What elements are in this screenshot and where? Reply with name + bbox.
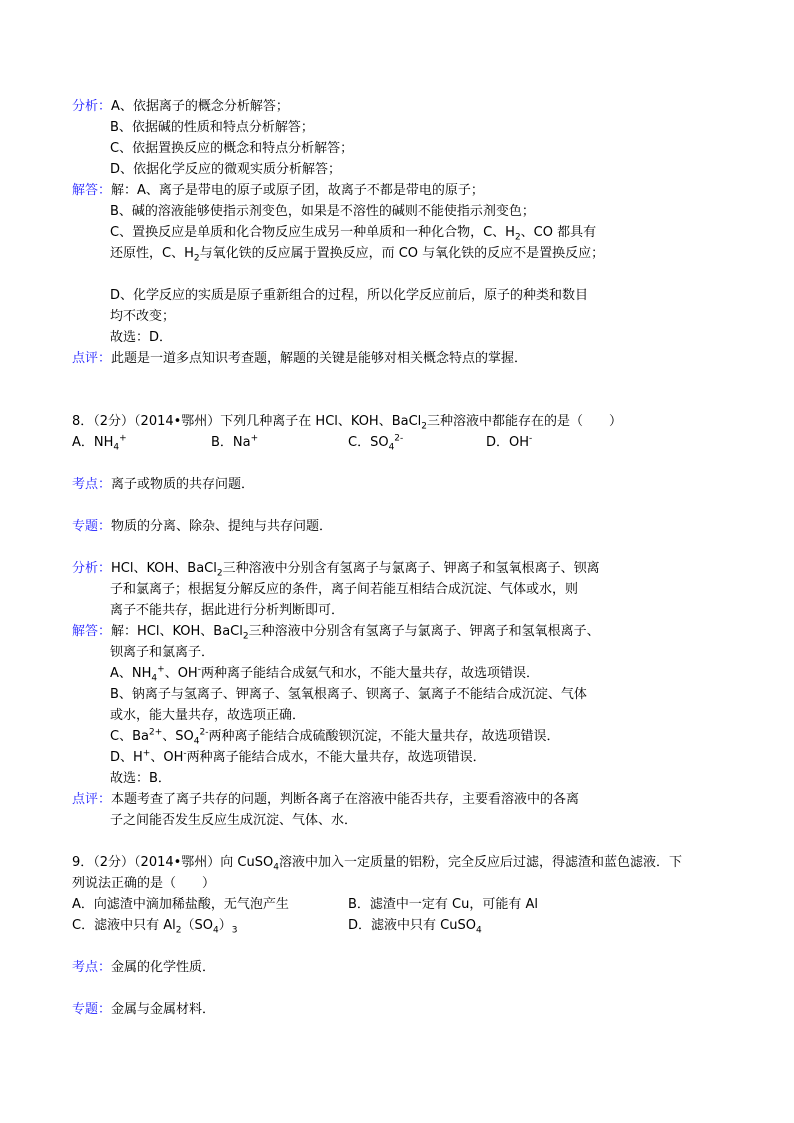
q9-stem: 9．（2分）（2014•鄂州）向 CuSO$_4$溶液中加入一定质量的铝粉，完全反应后过滤，得滤渣和蓝色滤液．下 (72, 855, 682, 873)
analysis-line: 离子不能共存，据此进行分析判断即可． (110, 603, 345, 618)
answer-line: 均不改变； (110, 309, 176, 324)
q8-analysis-row: 分析：HCl、KOH、BaCl$_2$三种溶液中分别含有氢离子与氯离子、钾离子和氢氧根离子、钡离 (72, 561, 600, 579)
q8-topic-row (72, 518, 332, 536)
option-b: B．滤渣中一定有 Cu，可能有 Al (348, 897, 539, 912)
answer-line: B、碱的溶液能够使指示剂变色，如果是不溶性的碱则不能使指示剂变色； (110, 204, 535, 219)
knowledge-label: 考点： (72, 477, 112, 492)
comment-line: 此题是一道多点知识考查题，解题的关键是能够对相关概念特点的掌握． (111, 351, 528, 366)
answer-line: 钡离子和氯离子． (110, 645, 215, 660)
knowledge-label: 考点： (72, 960, 112, 975)
comment-label: 点评： (72, 351, 112, 366)
option-d: D．OH- (486, 433, 533, 450)
q9-stem: 列说法正确的是（ ） (72, 876, 216, 891)
q7-analysis-row (72, 98, 289, 116)
answer-line: 还原性，C、$H_2$与氧化铁的反应属于置换反应，而 CO 与氧化铁的反应不是置换反应； (110, 246, 605, 264)
answer-line: D、H+、OH-两种离子能结合成水，不能大量共存，故选项错误． (110, 748, 486, 765)
comment-line: 本题考查了离子共存的问题，判断各离子在溶液中能否共存，主要看溶液中的各离 (111, 792, 580, 807)
answer-line: D、化学反应的实质是原子重新组合的过程，所以化学反应前后，原子的种类和数目 (110, 288, 589, 303)
answer-line: C、$Ba^{2+}$、$SO_4^{2-}$两种离子能结合成硫酸钡沉淀，不能大量共存，故选项错误． (110, 727, 560, 747)
option-d: D．滤液中只有 CuSO$_4$ (348, 918, 482, 936)
option-c: C．滤液中只有 $Al_2(SO_4)_3$ (72, 918, 238, 936)
q8-knowledge-row (72, 476, 254, 494)
answer-line: A、$NH_4^+$、OH-两种离子能结合成氨气和水，不能大量共存，故选项错误． (110, 664, 539, 684)
option-a: A．向滤渣中滴加稀盐酸，无气泡产生 (72, 897, 289, 912)
analysis-line: C、依据置换反应的概念和特点分析解答； (110, 141, 354, 156)
knowledge-text: 金属的化学性质． (111, 960, 216, 975)
comment-line: 子之间能否发生反应生成沉淀、气体、水． (110, 813, 358, 828)
analysis-line: B、依据碱的性质和特点分析解答； (110, 120, 314, 135)
q8-stem: 8．（2分）（2014•鄂州）下列几种离子在 HCl、KOH、BaCl$_2$三种溶液中都能存在的是（ ） (72, 414, 623, 432)
choice-line: 故选：B． (110, 771, 171, 786)
option-c: C．$SO_4^{2-}$ (348, 433, 404, 453)
knowledge-text: 离子或物质的共存问题． (111, 477, 255, 492)
analysis-line: 子和氯离子；根据复分解反应的条件，离子间若能互相结合成沉淀、气体或水，则 (110, 582, 579, 597)
answer-line: 或水，能大量共存，故选项正确． (110, 708, 306, 723)
option-b: B．Na+ (211, 433, 259, 450)
comment-label: 点评： (72, 792, 112, 807)
answer-label: 解答： (72, 624, 112, 639)
q7-comment-row (72, 350, 527, 368)
answer-label: 解答： (72, 183, 112, 198)
analysis-label: 分析： (72, 99, 112, 114)
analysis-line: A、依据离子的概念分析解答； (111, 99, 289, 114)
q8-comment-row (72, 791, 579, 809)
q9-knowledge-row (72, 959, 215, 977)
answer-line: 解：A、离子是带电的原子或原子团，故离子不都是带电的原子； (111, 183, 484, 198)
topic-text: 金属与金属材料． (111, 1002, 216, 1017)
answer-line: C、置换反应是单质和化合物反应生成另一种单质和一种化合物，C、$H_2$、CO 都具有 (110, 225, 597, 243)
analysis-label: 分析： (72, 561, 112, 576)
choice-line: 故选：D． (110, 330, 173, 345)
topic-text: 物质的分离、除杂、提纯与共存问题． (111, 519, 333, 534)
answer-line: B、钠离子与氢离子、钾离子、氢氧根离子、钡离子、氯离子不能结合成沉淀、气体 (110, 687, 587, 702)
q9-topic-row (72, 1001, 215, 1019)
topic-label: 专题： (72, 1002, 112, 1017)
topic-label: 专题： (72, 519, 112, 534)
q7-answer-row (72, 182, 484, 200)
q8-answer-row: 解答：解：HCl、KOH、BaCl$_2$三种溶液中分别含有氢离子与氯离子、钾离子和氢氧根离子、 (72, 624, 600, 642)
option-a: A．$NH_4^+$ (72, 433, 127, 453)
analysis-line: D、依据化学反应的微观实质分析解答； (110, 162, 342, 177)
